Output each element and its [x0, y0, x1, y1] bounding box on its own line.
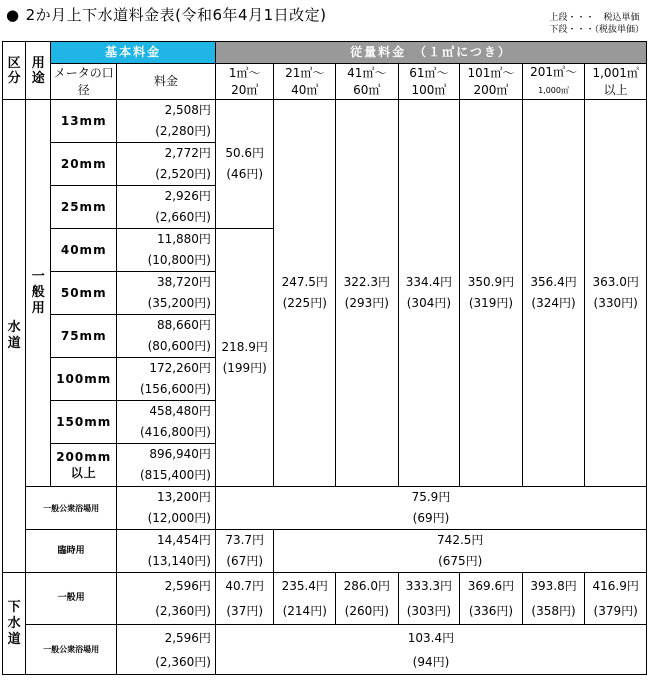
basic-fee: 14,454円 (13,140円) — [117, 530, 216, 573]
sewer-tier-7: 416.9円 (379円) — [585, 573, 647, 625]
header-range-2: 21㎥～ 40㎥ — [274, 64, 336, 100]
meter-size: 50mm — [51, 272, 117, 315]
basic-fee: 2,926円 (2,660円) — [117, 186, 216, 229]
bullet-icon: ● — [6, 6, 20, 24]
usage-temporary: 臨時用 — [26, 530, 117, 573]
basic-fee: 2,596円 (2,360円) — [117, 625, 216, 675]
basic-fee: 2,508円 (2,280円) — [117, 100, 216, 143]
basic-fee: 2,772円 (2,520円) — [117, 143, 216, 186]
basic-fee: 38,720円 (35,200円) — [117, 272, 216, 315]
sewer-tier-4: 333.3円 (303円) — [398, 573, 460, 625]
sewer-tier-6: 393.8円 (358円) — [522, 573, 585, 625]
sewer-tier-2: 235.4円 (214円) — [274, 573, 336, 625]
meter-size: 100mm — [51, 358, 117, 401]
rate-table — [2, 41, 647, 675]
meter-size: 150mm — [51, 401, 117, 444]
temporary-rest: 742.5円 (675円) — [274, 530, 647, 573]
tier-4: 334.4円 (304円) — [398, 100, 460, 487]
usage-public-bath-sewer: 一般公衆浴場用 — [26, 625, 117, 675]
category-sewer: 下水道 — [3, 573, 26, 675]
tier1-small: 50.6円 (46円) — [215, 100, 274, 229]
header-range-5: 101㎥～ 200㎥ — [460, 64, 523, 100]
basic-fee: 458,480円 (416,800円) — [117, 401, 216, 444]
page-title — [6, 4, 326, 25]
meter-size: 20mm — [51, 143, 117, 186]
header-category: 区分 — [3, 42, 26, 100]
meter-size: 40mm — [51, 229, 117, 272]
meter-size: 25mm — [51, 186, 117, 229]
header-range-3: 41㎥～ 60㎥ — [336, 64, 399, 100]
basic-fee: 2,596円 (2,360円) — [117, 573, 216, 625]
basic-fee: 172,260円 (156,600円) — [117, 358, 216, 401]
header-basic-fee: 基本料金 — [51, 42, 216, 64]
title-text: 2か月上下水道料金表(令和6年4月1日改定) — [25, 6, 327, 24]
sewer-tier-3: 286.0円 (260円) — [336, 573, 399, 625]
public-bath-rate: 75.9円 (69円) — [215, 487, 646, 530]
meter-size: 200mm以上 — [51, 444, 117, 487]
tier-6: 356.4円 (324円) — [522, 100, 585, 487]
tier-5: 350.9円 (319円) — [460, 100, 523, 487]
header-range-7: 1,001㎥ 以上 — [585, 64, 647, 100]
sewer-public-bath-rate: 103.4円 (94円) — [215, 625, 646, 675]
sewer-tier-5: 369.6円 (336円) — [460, 573, 523, 625]
usage-general-sewer: 一般用 — [26, 573, 117, 625]
header-meter: メータの口径 — [51, 64, 117, 100]
temporary-tier1: 73.7円 (67円) — [215, 530, 274, 573]
sewer-tier-1: 40.7円 (37円) — [215, 573, 274, 625]
header-volume-fee: 従量料金 （１㎥につき） — [215, 42, 646, 64]
basic-fee: 13,200円 (12,000円) — [117, 487, 216, 530]
meter-size: 75mm — [51, 315, 117, 358]
usage-general-water: 一般用 — [26, 100, 51, 487]
tier1-large: 218.9円 (199円) — [215, 229, 274, 487]
header-range-4: 61㎥～ 100㎥ — [398, 64, 460, 100]
meter-size: 13mm — [51, 100, 117, 143]
usage-public-bath-water: 一般公衆浴場用 — [26, 487, 117, 530]
basic-fee: 88,660円 (80,600円) — [117, 315, 216, 358]
header-fee: 料金 — [117, 64, 216, 100]
tier-2: 247.5円 (225円) — [274, 100, 336, 487]
basic-fee: 896,940円 (815,400円) — [117, 444, 216, 487]
legend — [549, 12, 644, 36]
header-range-6: 201㎥～ 1,000㎥ — [522, 64, 585, 100]
basic-fee: 11,880円 (10,800円) — [117, 229, 216, 272]
header-usage: 用途 — [26, 42, 51, 100]
header-range-1: 1㎥～ 20㎥ — [215, 64, 274, 100]
tier-7: 363.0円 (330円) — [585, 100, 647, 487]
legend-lower: 下段・・・（税抜単価） — [549, 25, 644, 35]
legend-upper: 上段・・・ 税込単価 — [549, 13, 640, 23]
category-water: 水道 — [3, 100, 26, 573]
tier-3: 322.3円 (293円) — [336, 100, 399, 487]
